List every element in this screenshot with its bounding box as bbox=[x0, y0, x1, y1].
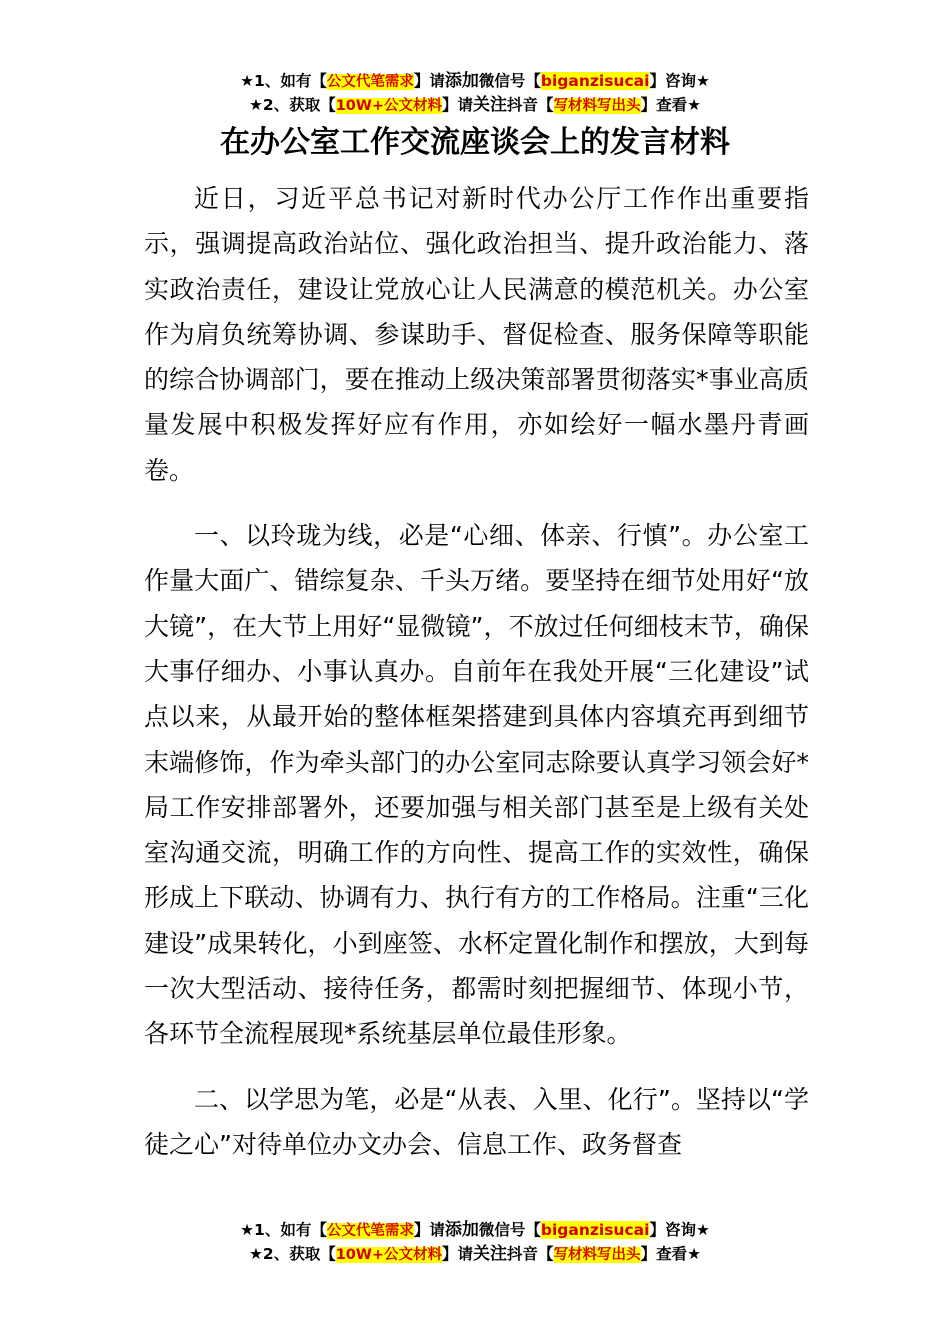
promo-text: 】查看★ bbox=[640, 96, 701, 114]
promo-line-1 bbox=[0, 69, 950, 93]
promo-highlight: 写材料写出头 bbox=[553, 98, 641, 114]
promo-highlight: 写材料写出头 bbox=[553, 1247, 641, 1263]
promo-text: ★1、如有【 bbox=[240, 1221, 327, 1239]
promo-text: ★1、如有【 bbox=[240, 72, 327, 90]
promo-text: 】请 bbox=[442, 96, 474, 114]
paragraph-section-2: 二、以学思为笔，必是“从表、入里、化行”。坚持以“学徒之心”对待单位办文办会、信息工作、政务督查 bbox=[144, 1084, 809, 1159]
promo-text: 】请 bbox=[413, 72, 445, 90]
document-title: 在办公室工作交流座谈会上的发言材料 bbox=[220, 125, 730, 160]
promo-banner-bottom bbox=[0, 1218, 950, 1266]
promo-text: 】请 bbox=[413, 1221, 445, 1239]
promo-text: 微信号【 bbox=[478, 72, 541, 90]
promo-text: 抖音【 bbox=[507, 96, 554, 114]
promo-highlight: 公文代笔需求 bbox=[326, 1223, 414, 1239]
promo-line-1 bbox=[0, 1218, 950, 1242]
promo-text: ★2、获取【 bbox=[249, 1245, 336, 1263]
promo-emphasis: 关注 bbox=[473, 1244, 508, 1264]
paragraph-gap bbox=[144, 493, 809, 513]
promo-emphasis: 关注 bbox=[473, 95, 508, 115]
promo-banner-top bbox=[0, 69, 950, 117]
promo-text: 抖音【 bbox=[507, 1245, 554, 1263]
promo-text: 】咨询★ bbox=[649, 72, 710, 90]
promo-line-2 bbox=[0, 93, 950, 117]
promo-emphasis: 添加 bbox=[444, 71, 479, 91]
paragraph-intro: 近日，习近平总书记对新时代办公厅工作作出重要指示，强调提高政治站位、强化政治担当、提升政治能力、落实政治责任，建设让党放心让人民满意的模范机关。办公室作为肩负统筹协调、参谋助手、督促检查、服务保障等职能的综合协调部门，要在推动上级决策部署贯彻落实*事业高质量发展中积极发挥好应有作用，亦如绘好一幅水墨丹青画卷。 bbox=[144, 184, 809, 485]
promo-text: 微信号【 bbox=[478, 1221, 541, 1239]
promo-wechat-id: biganzisucai bbox=[540, 72, 650, 90]
paragraph-gap bbox=[144, 1057, 809, 1077]
promo-highlight: 10W+公文材料 bbox=[335, 98, 443, 114]
paragraph-section-1: 一、以玲珑为线，必是“心细、体亲、行慎”。办公室工作量大面广、错综复杂、千头万绪。要坚持在细节处用好“放大镜”，在大节上用好“显微镜”，不放过任何细枝末节，确保大事仔细办、小事认真办。自前年在我处开展“三化建设”试点以来，从最开始的整体框架搭建到具体内容填充再到细节末端修饰，作为牵头部门的办公室同志除要认真学习领会好*局工作安排部署外，还要加强与相关部门甚至是上级有关处室沟通交流，明确工作的方向性、提高工作的实效性，确保形成上下联动、协调有力、执行有方的工作格局。注重“三化建设”成果转化，小到座签、水杯定置化制作和摆放，大到每一次大型活动、接待任务，都需时刻把握细节、体现小节，各环节全流程展现*系统基层单位最佳形象。 bbox=[144, 521, 809, 1049]
promo-emphasis: 添加 bbox=[444, 1220, 479, 1240]
promo-text: 】查看★ bbox=[640, 1245, 701, 1263]
promo-highlight: 10W+公文材料 bbox=[335, 1247, 443, 1263]
promo-wechat-id: biganzisucai bbox=[540, 1221, 650, 1239]
promo-highlight: 公文代笔需求 bbox=[326, 74, 414, 90]
promo-text: 】咨询★ bbox=[649, 1221, 710, 1239]
promo-text: ★2、获取【 bbox=[249, 96, 336, 114]
promo-line-2 bbox=[0, 1242, 950, 1266]
promo-text: 】请 bbox=[442, 1245, 474, 1263]
document-body bbox=[144, 176, 809, 1167]
